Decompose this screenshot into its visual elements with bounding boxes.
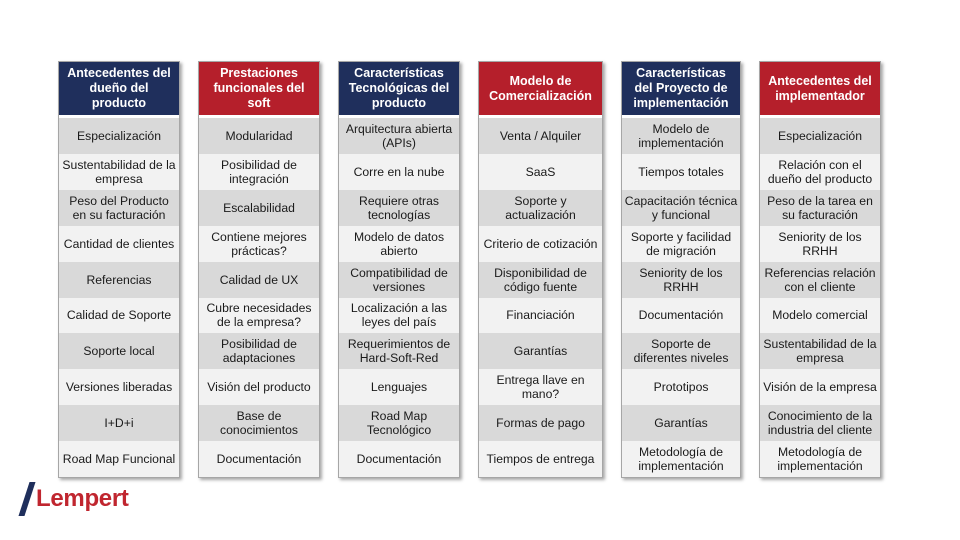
column-header: Características del Proyecto de implementación (622, 62, 740, 118)
list-item: Capacitación técnica y funcional (622, 190, 740, 226)
list-item: Cantidad de clientes (59, 226, 179, 262)
list-item: SaaS (479, 154, 602, 190)
list-item: Metodología de implementación (760, 441, 880, 477)
list-item: Lenguajes (339, 369, 459, 405)
list-item: Posibilidad de adaptaciones (199, 333, 319, 369)
list-item: Requerimientos de Hard-Soft-Red (339, 333, 459, 369)
list-item: Modelo de datos abierto (339, 226, 459, 262)
list-item: Visión del producto (199, 369, 319, 405)
list-item: Relación con el dueño del producto (760, 154, 880, 190)
list-item: Venta / Alquiler (479, 118, 602, 154)
list-item: Cubre necesidades de la empresa? (199, 298, 319, 334)
list-item: Escalabilidad (199, 190, 319, 226)
column-header: Prestaciones funcionales del soft (199, 62, 319, 118)
list-item: Peso de la tarea en su facturación (760, 190, 880, 226)
column-implementer-background (759, 61, 881, 478)
list-item: Documentación (339, 441, 459, 477)
list-item: Tiempos totales (622, 154, 740, 190)
column-header: Antecedentes del implementador (760, 62, 880, 118)
list-item: Conocimiento de la industria del cliente (760, 405, 880, 441)
list-item: Peso del Producto en su facturación (59, 190, 179, 226)
list-item: Especialización (59, 118, 179, 154)
list-item: Calidad de Soporte (59, 298, 179, 334)
logo-text: Lempert (36, 485, 129, 512)
list-item: Arquitectura abierta (APIs) (339, 118, 459, 154)
list-item: Contiene mejores prácticas? (199, 226, 319, 262)
list-item: Sustentabilidad de la empresa (59, 154, 179, 190)
list-item: Requiere otras tecnologías (339, 190, 459, 226)
list-item: Modelo de implementación (622, 118, 740, 154)
list-item: Formas de pago (479, 405, 602, 441)
list-item: Road Map Tecnológico (339, 405, 459, 441)
column-product-owner-background (58, 61, 180, 478)
list-item: Referencias (59, 262, 179, 298)
list-item: Documentación (622, 298, 740, 334)
list-item: Road Map Funcional (59, 441, 179, 477)
list-item: Entrega llave en mano? (479, 369, 602, 405)
company-logo (24, 482, 129, 516)
list-item: Seniority de los RRHH (622, 262, 740, 298)
list-item: Garantías (622, 405, 740, 441)
list-item: Soporte de diferentes niveles (622, 333, 740, 369)
list-item: Compatibilidad de versiones (339, 262, 459, 298)
logo-slash-icon (18, 482, 35, 516)
list-item: Modularidad (199, 118, 319, 154)
list-item: Posibilidad de integración (199, 154, 319, 190)
list-item: Tiempos de entrega (479, 441, 602, 477)
column-commercial-model (478, 61, 603, 478)
list-item: Financiación (479, 298, 602, 334)
list-item: Soporte local (59, 333, 179, 369)
list-item: Modelo comercial (760, 298, 880, 334)
list-item: Calidad de UX (199, 262, 319, 298)
list-item: I+D+i (59, 405, 179, 441)
list-item: Soporte y facilidad de migración (622, 226, 740, 262)
list-item: Documentación (199, 441, 319, 477)
column-header: Modelo de Comercialización (479, 62, 602, 118)
list-item: Garantías (479, 333, 602, 369)
list-item: Referencias relación con el cliente (760, 262, 880, 298)
list-item: Corre en la nube (339, 154, 459, 190)
list-item: Prototipos (622, 369, 740, 405)
list-item: Versiones liberadas (59, 369, 179, 405)
column-implementation-project (621, 61, 741, 478)
list-item: Base de conocimientos (199, 405, 319, 441)
list-item: Especialización (760, 118, 880, 154)
list-item: Disponibilidad de código fuente (479, 262, 602, 298)
list-item: Metodología de implementación (622, 441, 740, 477)
list-item: Visión de la empresa (760, 369, 880, 405)
list-item: Soporte y actualización (479, 190, 602, 226)
column-functional-features (198, 61, 320, 478)
column-header: Antecedentes del dueño del producto (59, 62, 179, 118)
list-item: Criterio de cotización (479, 226, 602, 262)
list-item: Localización a las leyes del país (339, 298, 459, 334)
column-header: Características Tecnológicas del producto (339, 62, 459, 118)
list-item: Seniority de los RRHH (760, 226, 880, 262)
list-item: Sustentabilidad de la empresa (760, 333, 880, 369)
column-technological-features (338, 61, 460, 478)
